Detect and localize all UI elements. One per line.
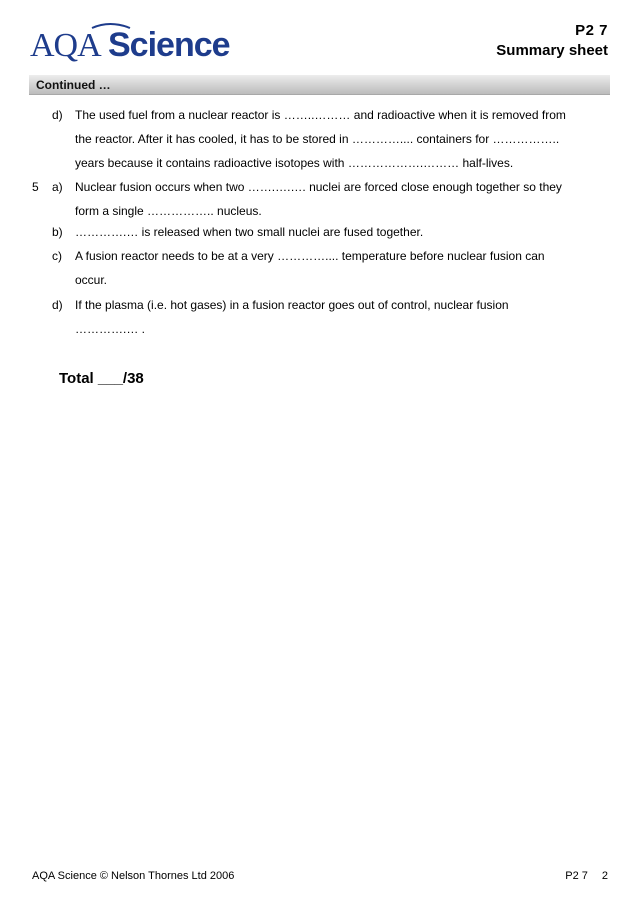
footer-copyright: AQA Science © Nelson Thornes Ltd 2006 [32, 870, 235, 882]
question-text [75, 220, 610, 244]
page-number: 2 [601, 870, 608, 882]
continued-banner [29, 75, 610, 95]
svg-text:Science: Science [108, 26, 230, 64]
question-4d [0, 103, 639, 175]
question-5b [0, 220, 639, 244]
question-5a [0, 175, 639, 223]
question-line: form a single …………….. nucleus. [75, 204, 262, 218]
question-line: ………….… . [75, 322, 146, 336]
question-5c [0, 244, 639, 292]
question-letter: d) [52, 108, 63, 122]
banner-label: Continued … [36, 78, 111, 92]
footer-code: P2 7 [565, 870, 588, 882]
page-subtitle: Summary sheet [496, 42, 608, 59]
question-line: the reactor. After it has cooled, it has to be stored in ………….... containers for …………….. [75, 132, 560, 146]
question-line: Nuclear fusion occurs when two …….….…. nuclei are forced close enough together so they [75, 180, 562, 194]
question-number: 5 [32, 180, 39, 194]
question-line: If the plasma (i.e. hot gases) in a fusion reactor goes out of control, nuclear fusion [75, 298, 509, 312]
page-code: P2 7 [575, 22, 608, 39]
question-text [75, 244, 610, 292]
question-letter: a) [52, 180, 63, 194]
question-text [75, 293, 610, 341]
question-line: The used fuel from a nuclear reactor is ……..……… and radioactive when it is removed from [75, 108, 566, 122]
svg-text:AQA: AQA [30, 27, 101, 64]
question-text [75, 103, 610, 175]
question-line: ………….… is released when two small nuclei are fused together. [75, 225, 424, 239]
footer-page-info [565, 870, 608, 882]
question-line: A fusion reactor needs to be at a very ………….... temperature before nuclear fusion can [75, 249, 545, 263]
question-line: years because it contains radioactive isotopes with ……………….……… half-lives. [75, 156, 514, 170]
question-text [75, 175, 610, 223]
question-letter: c) [52, 249, 62, 263]
aqa-science-logo [30, 22, 245, 64]
total-score: Total ___/38 [59, 370, 144, 387]
question-line: occur. [75, 273, 108, 287]
question-5d [0, 293, 639, 341]
question-letter: b) [52, 225, 63, 239]
question-letter: d) [52, 298, 63, 312]
